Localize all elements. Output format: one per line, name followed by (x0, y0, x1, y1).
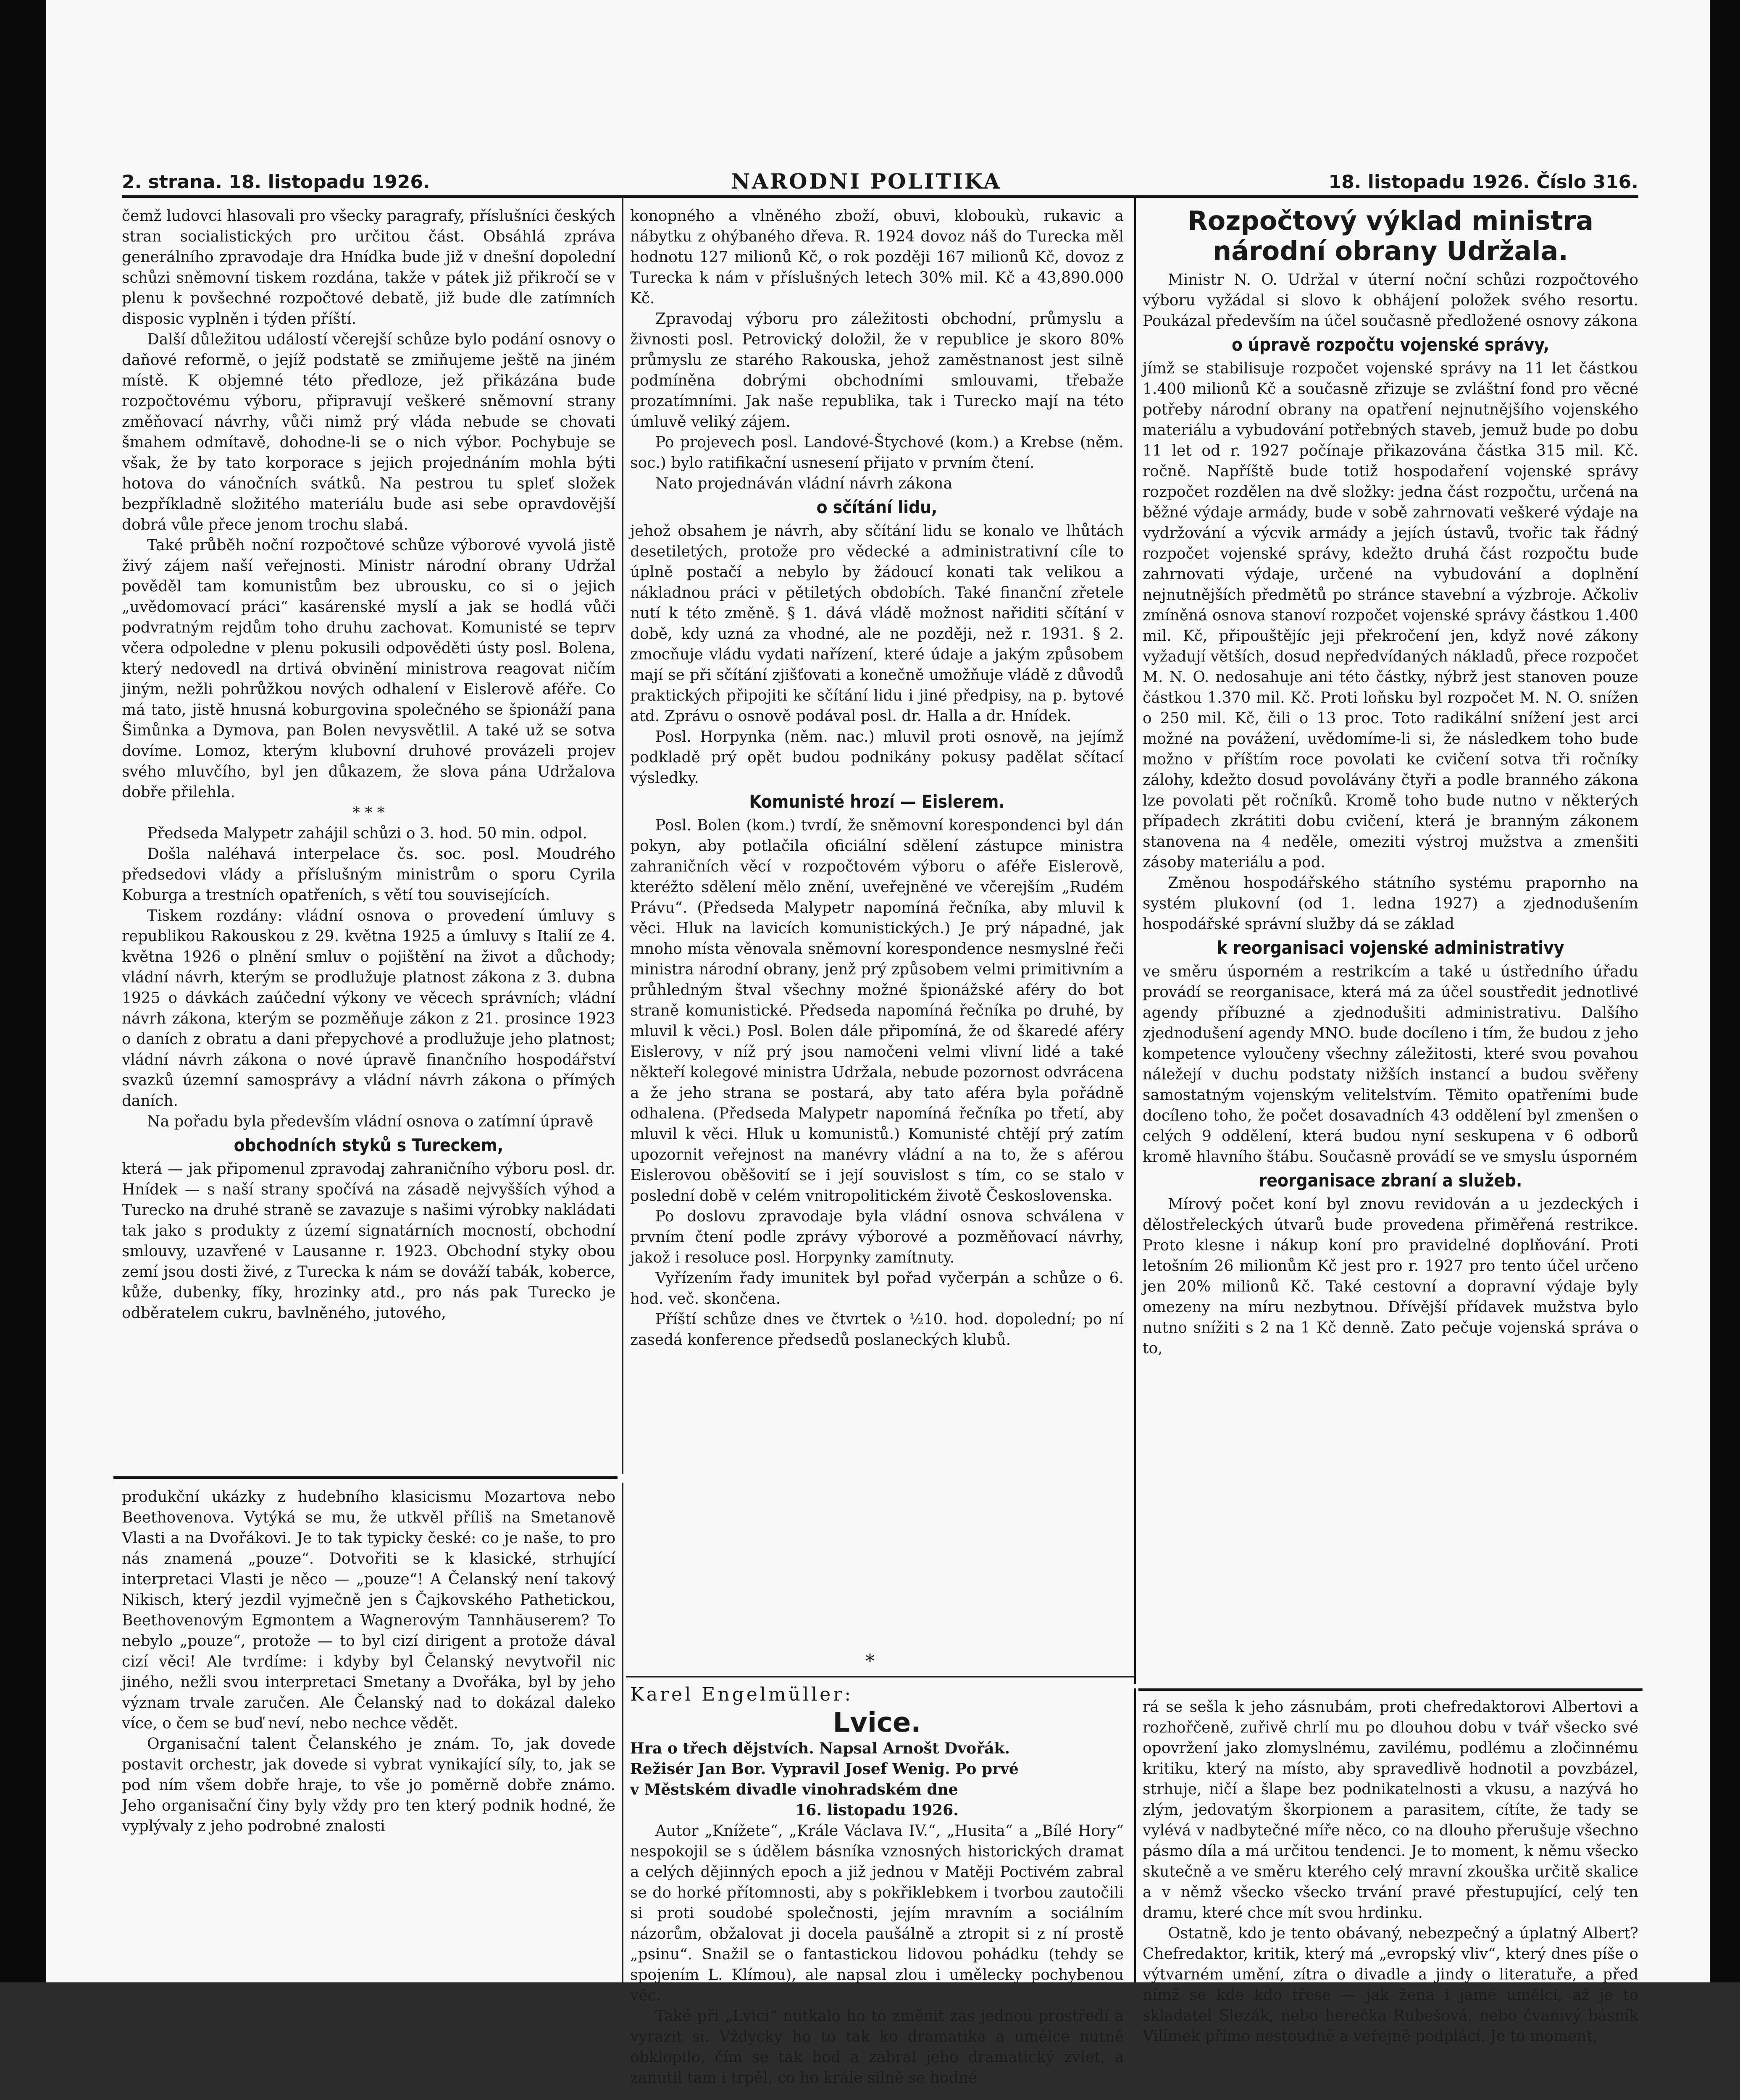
column-rule (622, 197, 623, 1474)
review-title: Lvice. (833, 1707, 921, 1738)
paragraph: konopného a vlněného zboží, obuvi, kloboukù, rukavic a nábytku z ohýbaného dřeva. R. 1924 dovoz náš do Turecka měl hodnotu 127 milionů Kč, o rok později 167 milionů Kč, dovoz z Turecka k nám v příslušných letech 30% mil. Kč a 43,890.000 Kč. (630, 207, 1124, 307)
end-star: * (865, 1651, 875, 1672)
feuilleton-rule-right (1138, 1688, 1643, 1691)
paragraph: která — jak připomenul zpravodaj zahraničního výboru posl. dr. Hnídek — s naší strany spočívá na zásadě nejvyšších výhod a Turecko na druhé straně se zavazuje s našimi výrobky nakládati tak jako s produkty z území signatárních mocností, obchodní smlouvy, uzavřené v Lausanne r. 1923. Obchodní styky obou zemí jsou dosti živé, z Turecka k nám se dováží tabák, koberce, kůže, dubenky, fíky, hrozinky atd., pro nás pak Turecko je odběratelem cukru, bavlněného, jutového, (122, 1160, 615, 1322)
subheading: o sčítání lidu, (816, 497, 938, 517)
paragraph: ve směru úsporném a restrikcím a také u ústředního úřadu provádí se reorganisace, která má za účel soustředit jednotlivé agendy příbuzné a zjednodušiti administrativu. Dalšího zjednodušení agendy MNO. bude docíleno i tím, že budou z jeho kompetence vyloučeny všechny záležitosti, které svou povahou náležejí v duchu podstaty nižších instancí a budou svěřeny samostatným vojenským velitelstvím. Těmito opatřeními bude docíleno toho, že počet dosavadních 43 oddělení byl zmenšen o celých 9 oddělení, která budou nyní seskupena v 6 odborů kromě hlavního štábu. Současně provádí se ve smyslu úsporném (1143, 963, 1638, 1166)
issue-info: 18. listopadu 1926. Číslo 316. (1328, 171, 1638, 193)
paragraph: Posl. Bolen (kom.) tvrdí, že sněmovní korespondenci byl dán pokyn, aby potlačila oficiální sdělení zástupce ministra zahraničních věcí v rozpočtovém výboru o aféře Eislerově, kteréžto sdělení mělo znění, uveřejněné ve včerejším „Rudém Právu“. (Předseda Malypetr napomíná řečníka, aby mluvil k věci. Hluk na lavicích komunistických.) Je prý nápadné, jak mnoho místa věnovala sněmovní korespondence nesmyslné řeči ministra národní obrany, jenž prý způsobem velmi primitivním a průhledným štval všechny možné špionážské aféry do bot straně komunistické. Předseda napomíná řečníka po druhé, by mluvil k věci.) Posl. Bolen dále připomíná, že od škaredé aféry Eislerovy, v níž prý jsou namočeni velmi vlivní lidé a také někteří kolegové ministra Udržala, nebude pozornost odvrácena a že jeho strana se postará, aby tato aféra byla pořádně odhalena. (Předseda Malypetr napomíná řečníka po třetí, aby mluvil k věci. Hluk u komunistů.) Komunisté chtějí prý zatím upozornit veřejnost na manévry vládní a na to, že s aférou Eislerovou oběšovití se i její souvislost s tím, co se stalo v poslední době v celém vnitropolitickém životě Československa. (630, 817, 1124, 1205)
subheading: reorganisace zbraní a služeb. (1259, 1170, 1522, 1191)
column-rule (1134, 197, 1136, 1684)
byline: Karel Engelmüller: (630, 1684, 854, 1705)
feuilleton-rule-mid (626, 1676, 1134, 1677)
feuilleton-column-2 (630, 1684, 1124, 2087)
paragraph: Ministr N. O. Udržal v úterní noční schůzi rozpočtového výboru vyžádal si slovo k obhájení položek svého resortu. Poukázal především na účel současně předložené osnovy zákona (1143, 271, 1638, 330)
masthead: NARODNI POLITIKA (731, 169, 1001, 194)
paragraph: Také průběh noční rozpočtové schůze výborové vyvolá jistě živý zájem naší veřejnosti. Ministr národní obrany Udržal pověděl tam komunistům bez ubrousku, co si o jejich „uvědomovací práci“ kasárenské myslí a jak se hodlá vůči podvratným rejdům toho druhu zachovat. Komunisté se teprv včera odpoledne v plenu pokusili odpověděti ústy posl. Bolena, který nedovedl na drtivá obvinění ministrova reagovat ničím jiným, nežli pohrůžkou nových odhalení v Eislerově aféře. Co má tato, jistě hnusná koburgovina společného se špionáží pana Šimůnka a Dymova, pan Bolen nevysvětlil. A také už se sotva dovíme. Lomoz, kterým klubovní druhové provázeli projev svého mluvčího, byl jen důkazem, že slova pána Udržalova dobře přilehla. (122, 537, 615, 801)
paragraph: jehož obsahem je návrh, aby sčítání lidu se konalo ve lhůtách desetiletých, protože pro vědecké a administrativní cíle to úplně postačí a nebylo by žádoucí konati tak velikou a nákladnou práci v pětiletých obdobích. Také finanční zřetele nutí k této změně. § 1. dává vládě možnost nařiditi sčítání v době, kdy uzná za vhodné, ale ne později, než r. 1931. § 2. zmocňuje vládu vydati nařízení, které údaje a jakým způsobem mají se při sčítání zjišťovati a konečně umožňuje vládě z důvodů praktických připojiti ke sčítání lidu i jiné předpisy, na p. bytové atd. Zprávu o osnově podával posl. dr. Halla a dr. Hnídek. (630, 522, 1124, 725)
paragraph: Došla naléhavá interpelace čs. soc. posl. Moudrého předsedovi vlády a příslušným ministrům o sporu Cyrila Koburga a trestních opatřeních, s větí tou souvisejících. (122, 845, 615, 904)
paragraph: Příští schůze dnes ve čtvrtek o ½10. hod. dopolední; po ní zasedá konference předsedů poslaneckých klubů. (630, 1311, 1124, 1349)
paragraph: Změnou hospodářského státního systému prapornho na systém plukovní (od 1. ledna 1927) a zjednodušením hospodářské správní služby dá se základ (1143, 874, 1638, 933)
scan-left-edge (0, 0, 46, 1982)
column-2 (630, 206, 1124, 1424)
scan-right-edge (1710, 0, 1740, 1982)
paragraph: Ostatně, kdo je tento obávaný, nebezpečný a úplatný Albert? Chefredaktor, kritik, který má „evropský vliv“, který dnes píše o výtvarném umění, zítra o divadle a jindy o literatuře, a před nímž se kde kdo třese — jak žena i jamé umělci, až je to skladatel Slezák, nebo herečka Rubešová, nebo čvanivý básník Vilímek přímo nestoudně a veřejně podplácí. Je to moment, (1143, 1925, 1638, 2045)
paragraph: Vyřízením řady imunitek byl pořad vyčerpán a schůze o 6. hod. več. skončena. (630, 1270, 1124, 1307)
column-rule (1134, 1688, 1136, 1982)
paragraph: Na pořadu byla především vládní osnova o zatímní úpravě (147, 1113, 594, 1130)
subheading: k reorganisaci vojenské administrativy (1217, 937, 1564, 958)
column-3 (1143, 206, 1638, 1684)
subheading: Komunisté hrozí — Eislerem. (749, 791, 1005, 812)
subheading: obchodních styků s Tureckem, (234, 1135, 504, 1155)
article-headline: Rozpočtový výklad ministra národní obrany Udržala. (1187, 205, 1594, 266)
feuilleton-rule-left (113, 1476, 618, 1479)
section-stars: * * * (352, 804, 385, 822)
paragraph: Další důležitou událostí včerejší schůze bylo podání osnovy o daňové reformě, o jejíž podstatě se zmiňujeme ještě na jiném místě. K objemné této předloze, jež přikázána bude rozpočtovému výboru, připravují veškeré sněmovní strany změňovací návrhy, vůči nimž prý vláda nebude se chovati šmahem odmítavě, dohodne-li se o nich výbor. Pochybuje se však, že by tato korporace s jejich projednáním mohla býti hotova do vánočních svátků. Na pestrou tu spleť složek bezpříkladně složitého materiálu bude asi sebe opravdovější dobrá vůle přece jenom trochu slabá. (122, 331, 615, 533)
subheading: o úpravě rozpočtu vojenské správy, (1231, 334, 1550, 355)
paragraph: Také při „Lvici“ nutkalo ho to změnit zas jednou prostředí a vyrazit si. Vždycky ho to tak ko dramatika a umělce nutně obklopilo, čím se tak hod a zabral jeho dramatický zvlet, a zanutil tam i trpěl, co ho krále silně se hodné (630, 2008, 1124, 2087)
paragraph: produkční ukázky z hudebního klasicismu Mozartova nebo Beethovenova. Vytýká se mu, že utkvěl příliš na Smetanově Vlasti a na Dvořákovi. Je to tak typicky české: co je naše, to pro nás znamená „pouze“. Dotvořiti se k klasické, strhující interpretaci Vlasti je něco — „pouze“! A Čelanský není takový Nikisch, který jezdil vyjmečně jen s Čajkovského Pathetickou, Beethovenovým Egmontem a Wagnerovým Tannhäuserem? To nebylo „pouze“, protože — to byl cizí dirigent a protože dával cizí věci! Ale tvrdíme: i kdyby byl Čelanský nevytvořil nic jiného, nežli svou interpretaci Smetany a Dvořáka, byl by jeho význam trvale zaručen. Ale Čelanský nad to dokázal daleko více, o čem se buď neví, nebo nechce vědět. (122, 1488, 615, 1732)
paragraph: Posl. Horpynka (něm. nac.) mluvil proti osnově, na jejímž podkladě prý opět budou podnikány pokusy padělat sčítací výsledky. (630, 728, 1124, 787)
column-1 (122, 206, 615, 1470)
play-credits: Hra o třech dějstvích. Napsal Arnošt Dvořák. Režisér Jan Bor. Vypravil Josef Wenig. Po prvé v Městském divadle vinohradském dne 16. listopadu 1926. (630, 1740, 1019, 1819)
paragraph: Po doslovu zpravodaje byla vládní osnova schválena v prvním čtení podle zprávy výborové a pozměňovací návrhy, jakož i resoluce posl. Horpynky zamítnuty. (630, 1208, 1124, 1266)
paragraph: rá se sešla k jeho zásnubám, proti chefredaktorovi Albertovi a rozhořčeně, zuřivě chrlí mu po dlouhou dobu v tvář všecko své opovržení jako zlomyslnému, zavilému, podlému a zločinnému kritiku, který na místo, aby spravedlivě hodnotil a povzbázel, strhuje, ničí a šlape bez podnikatelnosti a vkusu, a nazývá ho zlým, jedovatým škorpionem a parasitem, cítíte, že tady se vylévá v nadbytečné míře něco, co na dlouho přerušuje všechno pásmo díla a má určitou tendenci. Je to moment, k němu všecko skutečně a ve směru kterého celý mravní zkouška určitě skalice a v němž všecko všecko trvání pravé přestupující, celý ten dramu, které chce mít svou hrdinku. (1143, 1698, 1638, 1922)
paragraph: jímž se stabilisuje rozpočet vojenské správy na 11 let částkou 1.400 milionů Kč a současně zřizuje se zvláštní fond pro věcné potřeby národní obrany na opatření nejnutnějšího vojenského materiálu a vybudování potřebných staveb, jemuž bude po dobu 11 let od r. 1927 počínaje přikazována částka 315 mil. Kč. ročně. Napříště bude totiž hospodaření vojenské správy rozpočet rozdělen na dvě složky: jedna část rozpočtu, určená na běžné výdaje armády, bude v sobě zahrnovati veškeré výdaje na vydržování a výcvik armády a jejích ústavů, tvořic tak řádný rozpočet vojenské správy, kdežto druhá část rozpočtu bude zahrnovati výdaje, určené na vybudování a doplnění nejnutnějších předmětů po stránce stavební a výzbroje. Ačkoliv zmíněná osnova stanoví rozpočet vojenské správy částkou 1.400 mil. Kč, připouštějíc jeji překročení jen, když nové zákony vyžadují větších, dosud nepředvídaných nákladů, přece rozpočet M. N. O. nedosahuje ani této částky, nýbrž jest stanoven pouze částkou 1.370 mil. Kč. Proti loňsku byl rozpočet M. N. O. snížen o 250 mil. Kč, čili o 13 proc. Toto radikální snížení jest arci možné na povážení, uvědomíme-li si, že následkem toho bude možno v příštím roce povolati ke cvičení sotva tři ročníky zálohy, kdežto dosud povolávány čtyři a podle branného zákona lze povolati pět ročníků. Kromě toho bude nutno v některých případech zkrátiti dobu cvičení, která je branným zákonem stanovena na 4 neděle, omeziti výstroj mužstva a zmenšiti zásoby materiálu a pod. (1143, 360, 1638, 871)
paragraph: čemž ludovci hlasovali pro všecky paragrafy, příslušníci českých stran socialistických pro určitou část. Obsáhlá zpráva generálního zpravodaje dra Hnídka bude již v dnešní dopolední schůzi sněmovní tiskem rozdána, takže v pátek již přikročí se v plenu k povšechné rozpočtové debatě, již bude dle zatímních disposic vyplněn i týden příští. (122, 207, 615, 328)
paragraph: Nato projednáván vládní návrh zákona (655, 475, 952, 492)
feuilleton-column-1 (122, 1487, 615, 1982)
paragraph: Tiskem rozdány: vládní osnova o provedení úmluvy s republikou Rakouskou z 29. května 1925 a úmluvy s Italií ze 4. května 1926 o plnění smluv o pojištění na život a důchody; vládní návrh, kterým se prodlužuje platnost zákona z 3. dubna 1925 o dávkách zaúčední výkony ve věcech správních; vládní návrh zákona, kterým se pozměňuje zákon z 21. prosince 1923 o daních z obratu a dani přepychové a prodlužuje jeho platnost; vládní návrh zákona o nové úpravě finančního hospodářství svazků územní samosprávy a vládní návrh zákona o přímých daních. (122, 907, 615, 1110)
paragraph: Autor „Knížete“, „Krále Václava IV.“, „Husita“ a „Bílé Hory“ nespokojil se s údělem básníka vznosných historických dramat a celých dějinných epoch a již jednou v Matěji Poctivém zabral se do horké přítomnosti, aby s pokřiklebkem i tvorbou zautočili si proti soudobé společnosti, jejím mravním a sociálním názorům, obžalovat ji docela paušálně a ztropit si z ní prostě „psinu“. Snažil se o fantastickou lidovou pohádku (tehdy se spojením L. Klímou), ale napsal zlou i umělecky pochybenou věc. (630, 1822, 1124, 2004)
page-info: 2. strana. 18. listopadu 1926. (122, 171, 430, 193)
paragraph: Po projevech posl. Landové-Štychové (kom.) a Krebse (něm. soc.) bylo ratifikační usnesení přijato v prvním čtení. (630, 434, 1124, 472)
paragraph: Zpravodaj výboru pro záležitosti obchodní, průmyslu a živnosti posl. Petrovický doložil, že v republice je skoro 80% průmyslu ze starého Rakouska, jehož zaměstnanost jest silně podmíněna dobrými obchodními smlouvami, třebaže prozatímními. Jak naše republika, tak i Turecko mají na této úmluvě veliký zájem. (630, 310, 1124, 430)
feuilleton-column-3 (1143, 1697, 1638, 2045)
paragraph: Předseda Malypetr zahájil schůzi o 3. hod. 50 min. odpol. (147, 825, 587, 842)
paragraph: Organisační talent Čelanského je znám. To, jak dovede postavit orchestr, jak dovede si vybrat vynikající síly, to, jak se pod ním všem dobře hraje, to vše jo poměrně dobře známo. Jeho organisační činy byly vždy pro ten který podnik hodné, že vyplývaly z jeho podrobné znalosti (122, 1735, 615, 1835)
paragraph: Mírový počet koní byl znovu revidován a u jezdeckých i dělostřeleckých útvarů bude provedena přiměřená restrikce. Proto klesne i nákup koní pro pravidelné doplňování. Proti letošním 26 milionům Kč jest pro r. 1927 pro tento účel určeno jen 20% milionů Kč. Také cestovní a dopravní výdaje byly omezeny na míru nezbytnou. Dřívější přídavek mužstva bylo nutno snížiti s 2 na 1 Kč denně. Zato pečuje vojenská správa o to, (1143, 1196, 1638, 1357)
column-rule (622, 1483, 623, 1982)
running-head (122, 170, 1638, 198)
